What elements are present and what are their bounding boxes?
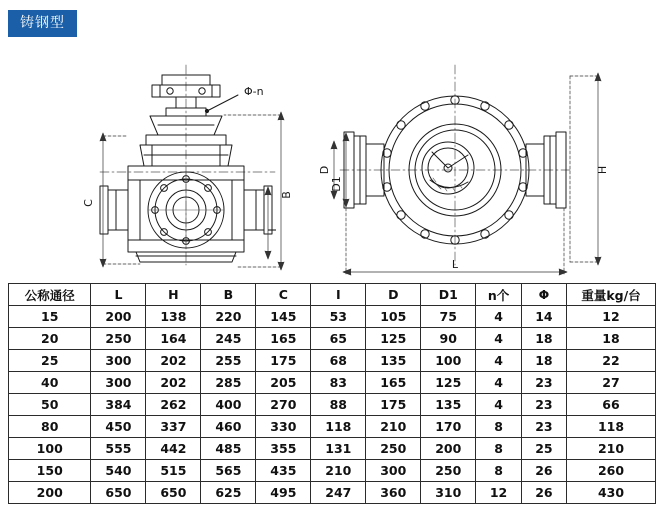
cell-c: 330 (256, 416, 311, 438)
cell-n: 8 (476, 416, 522, 438)
cell-n: 4 (476, 350, 522, 372)
cell-h: 515 (146, 460, 201, 482)
cell-c: 165 (256, 328, 311, 350)
cell-c: 175 (256, 350, 311, 372)
cell-d1: 310 (421, 482, 476, 504)
cell-phi: 26 (521, 460, 566, 482)
cell-weight: 260 (567, 460, 656, 482)
cell-h: 138 (146, 306, 201, 328)
svg-text:H: H (596, 165, 609, 175)
table-row (9, 416, 656, 438)
cell-c: 435 (256, 460, 311, 482)
column-header-i: I (311, 284, 366, 306)
table-row (9, 350, 656, 372)
column-header-nominal-diameter: 公称通径 (9, 284, 91, 306)
cell-h: 442 (146, 438, 201, 460)
table-row (9, 306, 656, 328)
cell-c: 145 (256, 306, 311, 328)
svg-text:D1: D1 (330, 176, 343, 192)
cell-nominal-diameter: 50 (9, 394, 91, 416)
table-header-row (9, 284, 656, 306)
cell-weight: 66 (567, 394, 656, 416)
cell-i: 68 (311, 350, 366, 372)
cell-b: 565 (201, 460, 256, 482)
cell-l: 200 (91, 306, 146, 328)
svg-text:B: B (280, 191, 293, 199)
cell-weight: 210 (567, 438, 656, 460)
svg-text:C: C (82, 199, 95, 207)
cell-b: 485 (201, 438, 256, 460)
cell-i: 88 (311, 394, 366, 416)
svg-text:D: D (318, 165, 331, 175)
cell-d: 105 (366, 306, 421, 328)
table-row (9, 372, 656, 394)
cell-weight: 18 (567, 328, 656, 350)
cell-l: 250 (91, 328, 146, 350)
cell-d: 210 (366, 416, 421, 438)
cell-d1: 250 (421, 460, 476, 482)
cell-phi: 14 (521, 306, 566, 328)
table-row (9, 394, 656, 416)
cell-c: 270 (256, 394, 311, 416)
technical-drawing (0, 40, 664, 280)
cell-d: 250 (366, 438, 421, 460)
cell-i: 118 (311, 416, 366, 438)
svg-text:Φ-n: Φ-n (244, 85, 264, 98)
cell-h: 262 (146, 394, 201, 416)
svg-text:I: I (266, 228, 279, 232)
table-row (9, 460, 656, 482)
cell-i: 210 (311, 460, 366, 482)
column-header-b: B (201, 284, 256, 306)
column-header-weight: 重量kg/台 (567, 284, 656, 306)
cell-weight: 22 (567, 350, 656, 372)
cell-i: 247 (311, 482, 366, 504)
cell-c: 355 (256, 438, 311, 460)
cell-d1: 170 (421, 416, 476, 438)
cell-l: 450 (91, 416, 146, 438)
cell-h: 337 (146, 416, 201, 438)
cell-d1: 135 (421, 394, 476, 416)
table-row (9, 328, 656, 350)
table-row (9, 438, 656, 460)
cell-nominal-diameter: 100 (9, 438, 91, 460)
cell-b: 285 (201, 372, 256, 394)
column-header-n: n个 (476, 284, 522, 306)
cell-d1: 200 (421, 438, 476, 460)
cell-l: 540 (91, 460, 146, 482)
cell-l: 300 (91, 350, 146, 372)
cell-weight: 12 (567, 306, 656, 328)
cell-d: 360 (366, 482, 421, 504)
cell-n: 4 (476, 328, 522, 350)
cell-phi: 25 (521, 438, 566, 460)
cell-phi: 23 (521, 416, 566, 438)
cell-c: 495 (256, 482, 311, 504)
column-header-d1: D1 (421, 284, 476, 306)
cell-n: 8 (476, 460, 522, 482)
cell-i: 83 (311, 372, 366, 394)
cell-nominal-diameter: 80 (9, 416, 91, 438)
cell-phi: 26 (521, 482, 566, 504)
cell-b: 460 (201, 416, 256, 438)
column-header-l: L (91, 284, 146, 306)
cell-n: 4 (476, 306, 522, 328)
cell-weight: 118 (567, 416, 656, 438)
cell-phi: 18 (521, 350, 566, 372)
cell-b: 220 (201, 306, 256, 328)
cell-b: 255 (201, 350, 256, 372)
cell-d1: 75 (421, 306, 476, 328)
svg-text:L: L (451, 258, 459, 271)
column-header-d: D (366, 284, 421, 306)
cell-l: 555 (91, 438, 146, 460)
cell-h: 164 (146, 328, 201, 350)
column-header-c: C (256, 284, 311, 306)
cell-d1: 90 (421, 328, 476, 350)
cell-d: 165 (366, 372, 421, 394)
cell-d: 175 (366, 394, 421, 416)
specification-table (8, 283, 656, 504)
cell-nominal-diameter: 25 (9, 350, 91, 372)
cell-n: 4 (476, 394, 522, 416)
cell-i: 131 (311, 438, 366, 460)
column-header-phi: Φ (521, 284, 566, 306)
cell-weight: 27 (567, 372, 656, 394)
page-title: 铸钢型 (8, 10, 77, 37)
cell-h: 650 (146, 482, 201, 504)
cell-l: 650 (91, 482, 146, 504)
cell-h: 202 (146, 372, 201, 394)
cell-nominal-diameter: 40 (9, 372, 91, 394)
cell-d: 300 (366, 460, 421, 482)
specification-table-container (8, 283, 656, 504)
cell-nominal-diameter: 150 (9, 460, 91, 482)
cell-n: 12 (476, 482, 522, 504)
cell-b: 245 (201, 328, 256, 350)
cell-d1: 125 (421, 372, 476, 394)
cell-nominal-diameter: 15 (9, 306, 91, 328)
table-body (9, 306, 656, 504)
table-row (9, 482, 656, 504)
cell-d: 125 (366, 328, 421, 350)
cell-c: 205 (256, 372, 311, 394)
cell-b: 400 (201, 394, 256, 416)
cell-d1: 100 (421, 350, 476, 372)
cell-i: 53 (311, 306, 366, 328)
cell-d: 135 (366, 350, 421, 372)
column-header-h: H (146, 284, 201, 306)
cell-n: 4 (476, 372, 522, 394)
cell-phi: 23 (521, 394, 566, 416)
cell-phi: 23 (521, 372, 566, 394)
cell-nominal-diameter: 200 (9, 482, 91, 504)
cell-nominal-diameter: 20 (9, 328, 91, 350)
cell-n: 8 (476, 438, 522, 460)
cell-weight: 430 (567, 482, 656, 504)
cell-i: 65 (311, 328, 366, 350)
cell-b: 625 (201, 482, 256, 504)
cell-phi: 18 (521, 328, 566, 350)
cell-l: 384 (91, 394, 146, 416)
cell-h: 202 (146, 350, 201, 372)
cell-l: 300 (91, 372, 146, 394)
